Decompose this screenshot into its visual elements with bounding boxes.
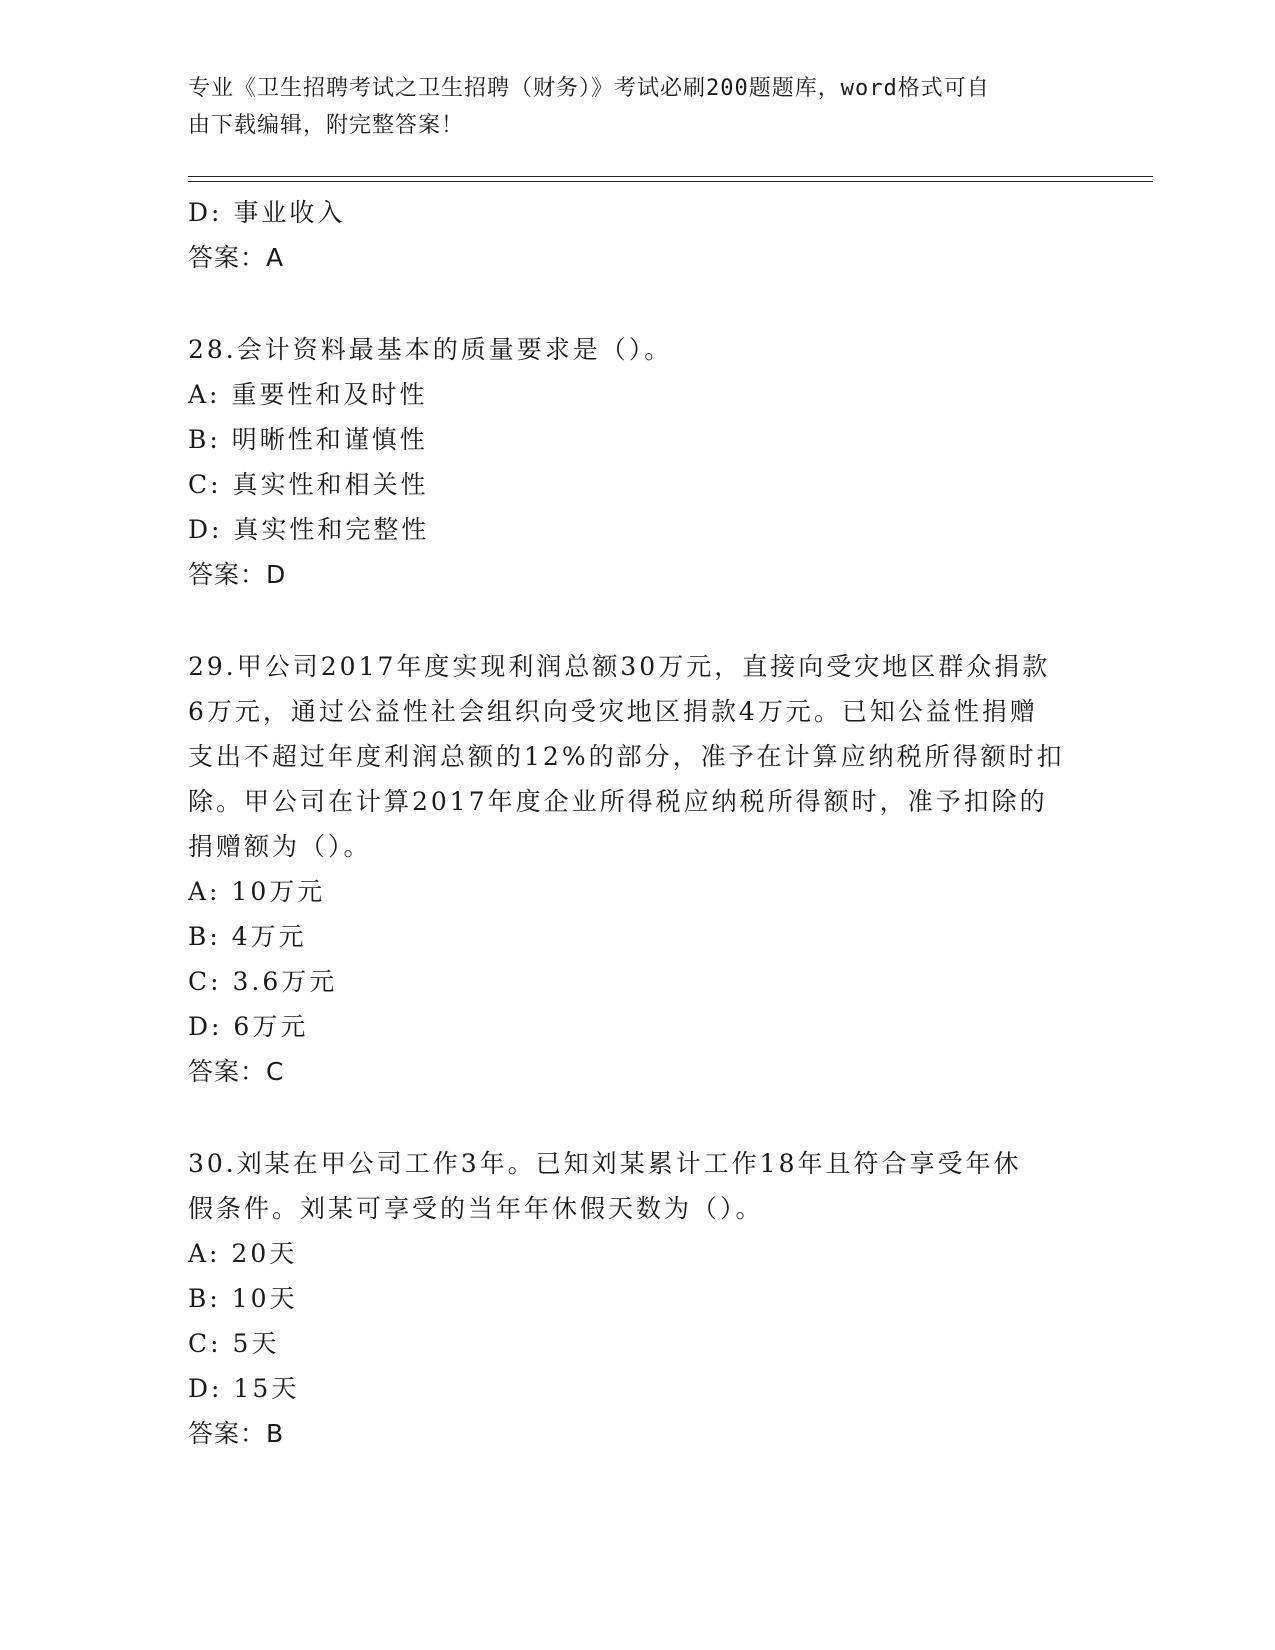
option-c: C: 真实性和相关性: [188, 470, 429, 499]
question-28: [188, 327, 1088, 597]
question-stem-line: 捐赠额为（）。: [188, 832, 372, 861]
answer: 答案：C: [188, 1057, 285, 1086]
answer: 答案：D: [188, 560, 287, 589]
prev-question-option-d: D: 事业收入: [188, 198, 346, 227]
option-d: D: 6万元: [188, 1012, 309, 1041]
header-divider-bottom: [188, 181, 1153, 182]
question-stem-line: 30.刘某在甲公司工作3年。已知刘某累计工作18年且符合享受年休: [188, 1149, 1022, 1178]
question-list: [188, 190, 1088, 1456]
option-c: C: 5天: [188, 1329, 280, 1358]
document-header: [188, 70, 1068, 144]
option-a: A: 20天: [188, 1239, 298, 1268]
option-d: D: 真实性和完整性: [188, 515, 430, 544]
prev-question-answer: 答案：A: [188, 243, 285, 272]
question-stem-line: 6万元，通过公益性社会组织向受灾地区捐款4万元。已知公益性捐赠: [188, 697, 1038, 726]
header-line-1: 专业《卫生招聘考试之卫生招聘（财务）》考试必刷200题题库，word格式可自: [188, 76, 990, 101]
option-a: A: 重要性和及时性: [188, 380, 428, 409]
header-line-2: 由下载编辑，附完整答案！: [188, 113, 465, 138]
option-d: D: 15天: [188, 1374, 300, 1403]
option-b: B: 明晰性和谨慎性: [188, 425, 428, 454]
option-b: B: 4万元: [188, 922, 307, 951]
question-stem-line: 假条件。刘某可享受的当年年休假天数为（）。: [188, 1194, 764, 1223]
question-stem-line: 29.甲公司2017年度实现利润总额30万元，直接向受灾地区群众捐款: [188, 652, 1051, 681]
option-a: A: 10万元: [188, 877, 326, 906]
question-29: [188, 644, 1088, 1094]
question-stem-line: 除。甲公司在计算2017年度企业所得税应纳税所得额时，准予扣除的: [188, 787, 1048, 816]
option-b: B: 10天: [188, 1284, 298, 1313]
question-stem-line: 支出不超过年度利润总额的12%的部分，准予在计算应纳税所得额时扣: [188, 742, 1065, 771]
question-stem: 28.会计资料最基本的质量要求是（）。: [188, 335, 673, 364]
option-c: C: 3.6万元: [188, 967, 338, 996]
header-divider-top: [188, 176, 1153, 177]
answer: 答案：B: [188, 1419, 285, 1448]
question-30: [188, 1141, 1088, 1456]
